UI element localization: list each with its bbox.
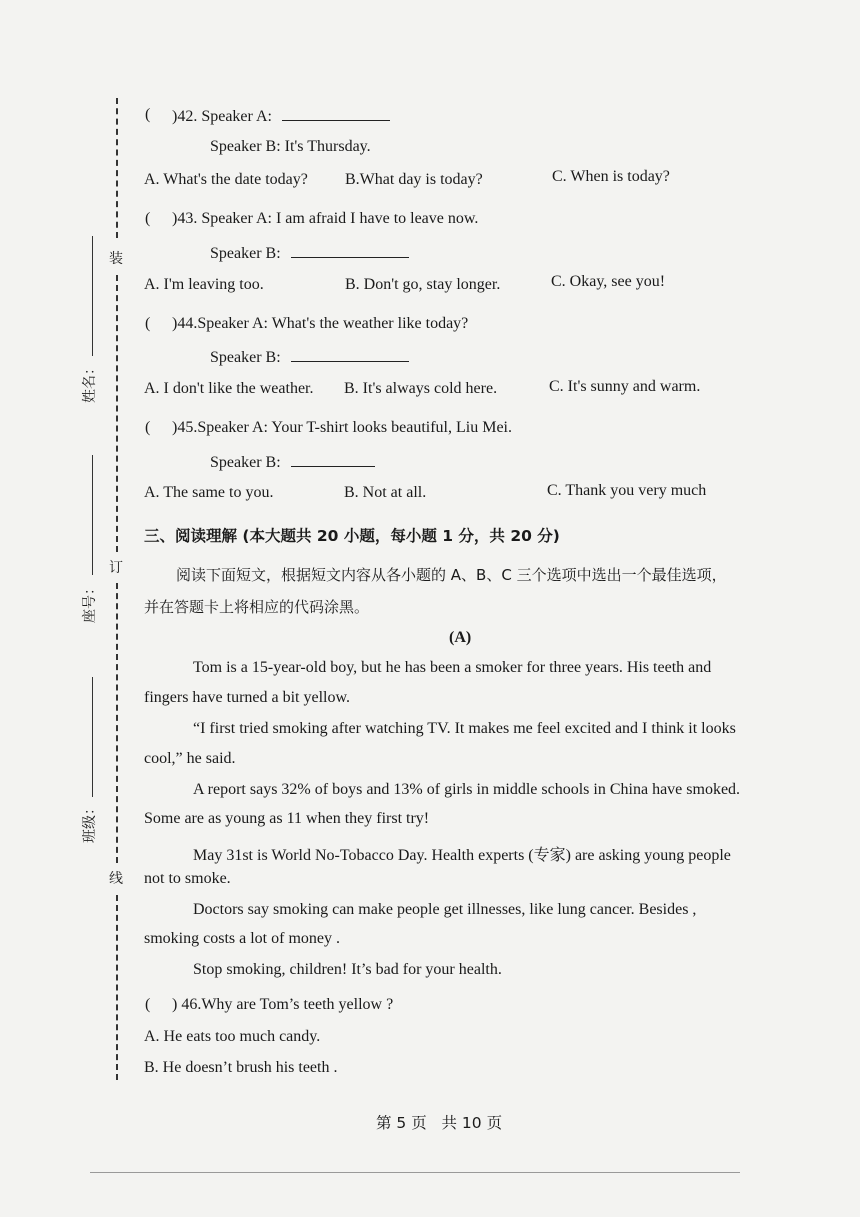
class-label: 班级： xyxy=(82,801,98,843)
binding-dashed-line-mid xyxy=(116,275,118,552)
q43-answer-blank[interactable] xyxy=(291,243,409,258)
passage-p5-line1: Doctors say smoking can make people get illnesses, like lung cancer. Besides , xyxy=(193,901,697,918)
binding-dashed-line-lower xyxy=(116,583,118,863)
passage-p3-line1: A report says 32% of boys and 13% of girls in middle schools in China have smoked. xyxy=(193,781,741,798)
passage-p2-line2: cool,” he said. xyxy=(144,750,236,767)
passage-p5-line2: smoking costs a lot of money . xyxy=(144,930,340,947)
q44-stem: )44.Speaker A: What's the weather like today? xyxy=(172,315,469,332)
q46-option-a: A. He eats too much candy. xyxy=(144,1028,321,1045)
q43-option-c: C. Okay, see you! xyxy=(551,273,666,290)
section-instruction-line1: 阅读下面短文，根据短文内容从各小题的 A、B、C 三个选项中选出一个最佳选项， xyxy=(176,566,727,584)
q46-stem: ) 46.Why are Tom’s teeth yellow ? xyxy=(172,996,394,1013)
q44-answer-blank[interactable] xyxy=(291,347,409,362)
seat-write-line xyxy=(92,455,93,575)
passage-p4-line2: not to smoke. xyxy=(144,870,231,887)
passage-p6-line1: Stop smoking, children! It’s bad for your health. xyxy=(193,961,502,978)
q44-speaker-b-text: Speaker B: xyxy=(210,349,281,366)
q45-answer-blank[interactable] xyxy=(291,452,375,467)
q42-answer-blank[interactable] xyxy=(282,106,390,121)
q46-option-b: B. He doesn’t brush his teeth . xyxy=(144,1059,338,1076)
q43-speaker-b-text: Speaker B: xyxy=(210,245,281,262)
q45-bracket: ( xyxy=(145,419,151,436)
seat-label: 座号： xyxy=(82,581,98,623)
q45-speaker-b-text: Speaker B: xyxy=(210,454,281,471)
page-footer: 第 5 页 共 10 页 xyxy=(376,1114,503,1132)
binding-char-zhuang: 装 xyxy=(109,251,123,267)
q44-option-a: A. I don't like the weather. xyxy=(144,380,314,397)
binding-dashed-line-top xyxy=(116,98,118,238)
q43-speaker-b xyxy=(210,243,409,263)
section-instruction-line2: 并在答题卡上将相应的代码涂黑。 xyxy=(144,598,370,616)
q42-speaker-b: Speaker B: It's Thursday. xyxy=(210,138,371,155)
q45-stem: )45.Speaker A: Your T-shirt looks beautiful, Liu Mei. xyxy=(172,419,512,436)
q42-stem xyxy=(172,106,390,126)
q43-stem: )43. Speaker A: I am afraid I have to leave now. xyxy=(172,210,479,227)
q45-option-c: C. Thank you very much xyxy=(547,482,707,499)
q42-bracket: ( xyxy=(145,106,151,123)
binding-dashed-line-bottom xyxy=(116,895,118,1080)
q42-option-a: A. What's the date today? xyxy=(144,171,308,188)
passage-p2-line1: “I first tried smoking after watching TV. It makes me feel excited and I think it looks xyxy=(193,720,736,737)
q45-speaker-b xyxy=(210,452,375,472)
class-write-line xyxy=(92,677,93,797)
passage-p4-line1: May 31st is World No-Tobacco Day. Health experts (专家) are asking young people xyxy=(193,847,731,864)
name-label: 姓名： xyxy=(82,361,98,403)
name-write-line xyxy=(92,236,93,356)
passage-p3-line2: Some are as young as 11 when they first try! xyxy=(144,810,430,827)
binding-char-ding: 订 xyxy=(109,560,123,576)
q44-speaker-b xyxy=(210,347,409,367)
q43-option-b: B. Don't go, stay longer. xyxy=(345,276,501,293)
passage-label: (A) xyxy=(449,629,472,646)
q42-option-c: C. When is today? xyxy=(552,168,670,185)
q42-stem-text: )42. Speaker A: xyxy=(172,108,272,125)
q44-bracket: ( xyxy=(145,315,151,332)
q43-bracket: ( xyxy=(145,210,151,227)
q46-bracket: ( xyxy=(145,996,151,1013)
q44-option-b: B. It's always cold here. xyxy=(344,380,498,397)
footer-divider xyxy=(90,1172,740,1173)
q44-option-c: C. It's sunny and warm. xyxy=(549,378,701,395)
q45-option-b: B. Not at all. xyxy=(344,484,427,501)
section-heading: 三、阅读理解 (本大题共 20 小题，每小题 1 分，共 20 分) xyxy=(144,527,560,545)
q45-option-a: A. The same to you. xyxy=(144,484,274,501)
q43-option-a: A. I'm leaving too. xyxy=(144,276,264,293)
binding-char-xian: 线 xyxy=(109,871,123,887)
q42-option-b: B.What day is today? xyxy=(345,171,483,188)
passage-p1-line2: fingers have turned a bit yellow. xyxy=(144,689,351,706)
passage-p1-line1: Tom is a 15-year-old boy, but he has been a smoker for three years. His teeth and xyxy=(193,659,712,676)
